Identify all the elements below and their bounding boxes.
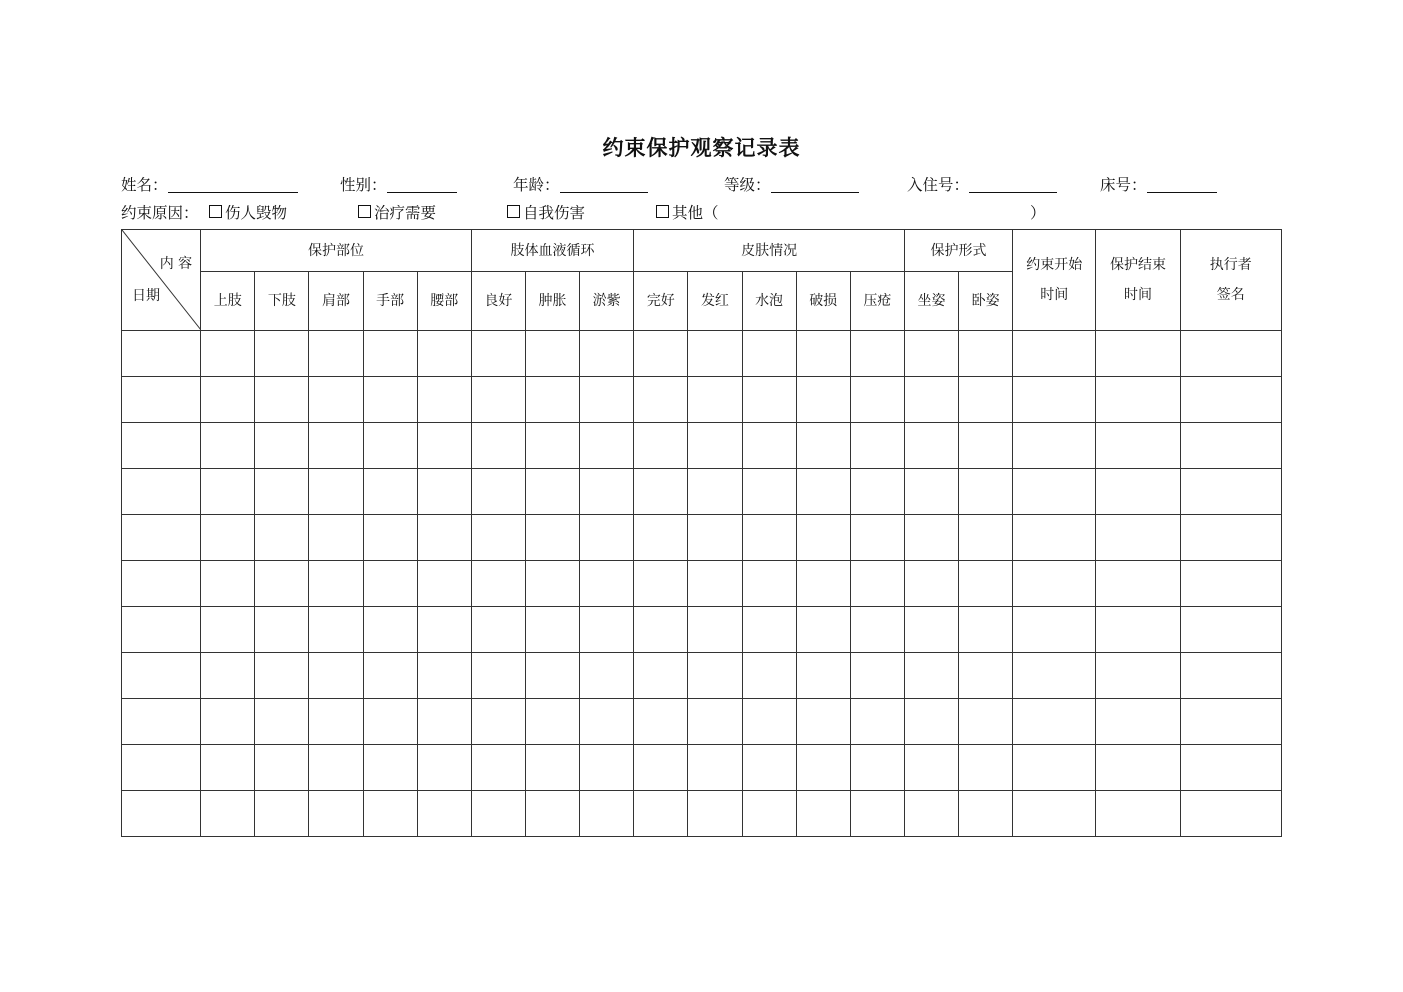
table-cell[interactable] [525, 607, 579, 653]
table-cell[interactable] [471, 699, 525, 745]
table-cell[interactable] [1013, 745, 1096, 791]
table-cell[interactable] [417, 469, 471, 515]
table-cell[interactable] [122, 699, 201, 745]
table-cell[interactable] [580, 515, 634, 561]
table-cell[interactable] [201, 515, 255, 561]
table-cell[interactable] [363, 515, 417, 561]
table-cell[interactable] [255, 791, 309, 837]
table-cell[interactable] [525, 377, 579, 423]
table-cell[interactable] [634, 423, 688, 469]
subheader-cell: 卧姿 [959, 272, 1013, 331]
table-cell[interactable] [1013, 377, 1096, 423]
age-field [513, 173, 648, 195]
table-cell[interactable] [255, 653, 309, 699]
table-cell[interactable] [471, 377, 525, 423]
table-cell[interactable] [580, 699, 634, 745]
level-label: 等级： [724, 176, 771, 194]
table-cell[interactable] [688, 607, 742, 653]
name-input-line[interactable] [168, 175, 298, 193]
admission-field [907, 173, 1057, 195]
table-cell[interactable] [1096, 607, 1180, 653]
table-cell[interactable] [525, 791, 579, 837]
table-cell[interactable] [201, 699, 255, 745]
table-cell[interactable] [1096, 699, 1180, 745]
table-cell[interactable] [850, 653, 904, 699]
table-cell[interactable] [742, 331, 796, 377]
table-cell[interactable] [796, 515, 850, 561]
table-cell[interactable] [363, 653, 417, 699]
table-cell[interactable] [471, 469, 525, 515]
table-cell[interactable] [417, 561, 471, 607]
table-cell[interactable] [959, 607, 1013, 653]
table-cell[interactable] [796, 469, 850, 515]
table-row [122, 515, 1282, 561]
subheader-cell: 淤紫 [580, 272, 634, 331]
table-cell[interactable] [363, 469, 417, 515]
table-cell[interactable] [1096, 331, 1180, 377]
table-cell[interactable] [959, 653, 1013, 699]
table-cell[interactable] [201, 791, 255, 837]
table-cell[interactable] [688, 699, 742, 745]
table-cell[interactable] [796, 653, 850, 699]
table-cell[interactable] [850, 745, 904, 791]
table-cell[interactable] [1013, 653, 1096, 699]
table-cell[interactable] [688, 653, 742, 699]
table-cell[interactable] [122, 745, 201, 791]
table-cell[interactable] [525, 515, 579, 561]
table-cell[interactable] [634, 699, 688, 745]
subheader-cell: 坐姿 [904, 272, 958, 331]
table-cell[interactable] [525, 699, 579, 745]
table-cell[interactable] [255, 331, 309, 377]
table-cell[interactable] [904, 423, 958, 469]
table-cell[interactable] [1013, 699, 1096, 745]
table-cell[interactable] [688, 561, 742, 607]
subheader-cell: 破损 [796, 272, 850, 331]
table-cell[interactable] [796, 791, 850, 837]
subheader-cell: 手部 [363, 272, 417, 331]
gender-input-line[interactable] [387, 175, 457, 193]
table-cell[interactable] [850, 423, 904, 469]
table-cell[interactable] [796, 607, 850, 653]
name-field [121, 173, 298, 195]
group-header-form: 保护形式 [904, 230, 1012, 272]
table-cell[interactable] [122, 515, 201, 561]
table-cell[interactable] [201, 469, 255, 515]
subheader-cell: 腰部 [417, 272, 471, 331]
table-cell[interactable] [1180, 791, 1281, 837]
table-row [122, 377, 1282, 423]
table-cell[interactable] [1013, 469, 1096, 515]
reason-option-harm-others[interactable]: 伤人毁物 [209, 201, 287, 223]
table-cell[interactable] [688, 469, 742, 515]
header-start-time: 约束开始 时间 [1013, 230, 1096, 331]
table-cell[interactable] [580, 423, 634, 469]
table-cell[interactable] [122, 561, 201, 607]
header-executor-signature: 执行者 签名 [1180, 230, 1281, 331]
bed-field [1100, 173, 1217, 195]
table-cell[interactable] [742, 745, 796, 791]
table-cell[interactable] [796, 699, 850, 745]
age-input-line[interactable] [560, 175, 648, 193]
gender-field [340, 173, 457, 195]
table-cell[interactable] [580, 607, 634, 653]
table-cell[interactable] [1013, 791, 1096, 837]
table-cell[interactable] [634, 607, 688, 653]
subheader-cell: 肩部 [309, 272, 363, 331]
table-cell[interactable] [959, 745, 1013, 791]
group-header-body-part: 保护部位 [201, 230, 472, 272]
table-cell[interactable] [255, 423, 309, 469]
table-cell[interactable] [309, 745, 363, 791]
table-cell[interactable] [525, 469, 579, 515]
table-cell[interactable] [742, 791, 796, 837]
table-cell[interactable] [122, 653, 201, 699]
checkbox-icon[interactable] [507, 205, 520, 218]
table-cell[interactable] [1180, 745, 1281, 791]
table-cell[interactable] [904, 331, 958, 377]
subheader-cell: 上肢 [201, 272, 255, 331]
table-row [122, 791, 1282, 837]
table-cell[interactable] [471, 653, 525, 699]
table-cell[interactable] [742, 515, 796, 561]
table-row [122, 653, 1282, 699]
table-cell[interactable] [309, 699, 363, 745]
table-cell[interactable] [580, 469, 634, 515]
table-cell[interactable] [471, 331, 525, 377]
table-cell[interactable] [1180, 515, 1281, 561]
table-cell[interactable] [1180, 607, 1281, 653]
table-cell[interactable] [1013, 607, 1096, 653]
table-cell[interactable] [122, 791, 201, 837]
table-cell[interactable] [201, 561, 255, 607]
table-cell[interactable] [255, 515, 309, 561]
table-cell[interactable] [634, 469, 688, 515]
corner-header-cell [122, 230, 201, 331]
table-cell[interactable] [201, 607, 255, 653]
table-cell[interactable] [1013, 561, 1096, 607]
table-cell[interactable] [850, 561, 904, 607]
table-cell[interactable] [959, 561, 1013, 607]
table-cell[interactable] [959, 331, 1013, 377]
table-cell[interactable] [255, 561, 309, 607]
table-row [122, 423, 1282, 469]
corner-date-label: 日期 [132, 288, 160, 304]
patient-info-row [121, 173, 1281, 197]
level-input-line[interactable] [771, 175, 859, 193]
table-cell[interactable] [417, 791, 471, 837]
page-title: 约束保护观察记录表 [602, 136, 801, 160]
table-cell[interactable] [634, 791, 688, 837]
table-cell[interactable] [904, 377, 958, 423]
table-cell[interactable] [122, 331, 201, 377]
table-cell[interactable] [1096, 469, 1180, 515]
table-cell[interactable] [634, 377, 688, 423]
table-cell[interactable] [580, 331, 634, 377]
table-cell[interactable] [959, 423, 1013, 469]
table-cell[interactable] [255, 699, 309, 745]
table-cell[interactable] [959, 377, 1013, 423]
table-cell[interactable] [904, 561, 958, 607]
table-row [122, 331, 1282, 377]
table-cell[interactable] [742, 423, 796, 469]
table-cell[interactable] [525, 653, 579, 699]
table-cell[interactable] [417, 331, 471, 377]
table-cell[interactable] [634, 653, 688, 699]
table-cell[interactable] [1096, 791, 1180, 837]
table-cell[interactable] [1013, 423, 1096, 469]
table-cell[interactable] [850, 699, 904, 745]
table-cell[interactable] [309, 791, 363, 837]
table-cell[interactable] [1013, 331, 1096, 377]
table-cell[interactable] [525, 423, 579, 469]
table-cell[interactable] [742, 699, 796, 745]
table-cell[interactable] [417, 377, 471, 423]
subheader-cell: 良好 [471, 272, 525, 331]
table-cell[interactable] [309, 561, 363, 607]
table-cell[interactable] [1180, 699, 1281, 745]
table-cell[interactable] [688, 423, 742, 469]
table-cell[interactable] [1096, 745, 1180, 791]
table-cell[interactable] [850, 377, 904, 423]
table-cell[interactable] [1096, 377, 1180, 423]
table-cell[interactable] [742, 607, 796, 653]
table-cell[interactable] [309, 515, 363, 561]
table-cell[interactable] [796, 561, 850, 607]
table-cell[interactable] [634, 745, 688, 791]
table-cell[interactable] [688, 515, 742, 561]
table-cell[interactable] [959, 469, 1013, 515]
table-cell[interactable] [363, 561, 417, 607]
table-cell[interactable] [201, 377, 255, 423]
table-row [122, 561, 1282, 607]
diagonal-line-icon [122, 230, 201, 330]
table-cell[interactable] [580, 791, 634, 837]
table-cell[interactable] [904, 515, 958, 561]
table-cell[interactable] [580, 561, 634, 607]
subheader-cell: 完好 [634, 272, 688, 331]
table-cell[interactable] [309, 653, 363, 699]
table-cell[interactable] [122, 423, 201, 469]
table-cell[interactable] [417, 653, 471, 699]
group-header-circulation: 肢体血液循环 [471, 230, 633, 272]
table-cell[interactable] [363, 423, 417, 469]
table-cell[interactable] [796, 377, 850, 423]
restraint-reason-row [121, 201, 1281, 225]
observation-table [121, 229, 1282, 837]
table-cell[interactable] [796, 423, 850, 469]
table-cell[interactable] [471, 515, 525, 561]
reason-option-self-harm[interactable]: 自我伤害 [507, 201, 585, 223]
table-cell[interactable] [850, 791, 904, 837]
table-cell[interactable] [122, 377, 201, 423]
table-cell[interactable] [1096, 653, 1180, 699]
table-cell[interactable] [363, 377, 417, 423]
table-cell[interactable] [634, 331, 688, 377]
table-cell[interactable] [742, 377, 796, 423]
table-cell[interactable] [904, 653, 958, 699]
table-cell[interactable] [742, 561, 796, 607]
age-label: 年龄： [513, 176, 560, 194]
admission-input-line[interactable] [969, 175, 1057, 193]
checkbox-icon[interactable] [209, 205, 222, 218]
table-cell[interactable] [688, 331, 742, 377]
table-row [122, 699, 1282, 745]
table-cell[interactable] [471, 607, 525, 653]
table-cell[interactable] [959, 699, 1013, 745]
table-cell[interactable] [471, 791, 525, 837]
subheader-cell: 肿胀 [525, 272, 579, 331]
table-cell[interactable] [471, 423, 525, 469]
table-cell[interactable] [363, 607, 417, 653]
table-cell[interactable] [255, 469, 309, 515]
group-header-skin: 皮肤情况 [634, 230, 905, 272]
table-cell[interactable] [525, 331, 579, 377]
checkbox-icon[interactable] [358, 205, 371, 218]
subheader-cell: 发红 [688, 272, 742, 331]
table-cell[interactable] [1180, 653, 1281, 699]
corner-content-label: 内 容 [159, 256, 193, 272]
table-cell[interactable] [1013, 515, 1096, 561]
table-cell[interactable] [417, 515, 471, 561]
subheader-cell: 压疮 [850, 272, 904, 331]
table-row [122, 607, 1282, 653]
table-cell[interactable] [309, 377, 363, 423]
table-cell[interactable] [417, 699, 471, 745]
table-cell[interactable] [201, 653, 255, 699]
table-cell[interactable] [201, 331, 255, 377]
table-cell[interactable] [363, 331, 417, 377]
table-cell[interactable] [959, 791, 1013, 837]
name-label: 姓名： [121, 176, 168, 194]
table-cell[interactable] [634, 515, 688, 561]
table-cell[interactable] [959, 515, 1013, 561]
table-cell[interactable] [688, 745, 742, 791]
table-cell[interactable] [255, 377, 309, 423]
table-cell[interactable] [850, 331, 904, 377]
table-cell[interactable] [850, 469, 904, 515]
table-cell[interactable] [1180, 377, 1281, 423]
checkbox-icon[interactable] [656, 205, 669, 218]
table-cell[interactable] [1096, 515, 1180, 561]
table-cell[interactable] [363, 699, 417, 745]
table-cell[interactable] [471, 745, 525, 791]
table-cell[interactable] [417, 423, 471, 469]
table-cell[interactable] [742, 653, 796, 699]
table-cell[interactable] [471, 561, 525, 607]
table-cell[interactable] [1180, 561, 1281, 607]
table-cell[interactable] [796, 331, 850, 377]
table-row [122, 469, 1282, 515]
table-cell[interactable] [122, 607, 201, 653]
table-cell[interactable] [1096, 561, 1180, 607]
table-cell[interactable] [688, 377, 742, 423]
table-cell[interactable] [201, 423, 255, 469]
table-cell[interactable] [417, 745, 471, 791]
reason-label: 约束原因： [121, 204, 199, 222]
table-cell[interactable] [904, 699, 958, 745]
table-cell[interactable] [309, 331, 363, 377]
table-cell[interactable] [580, 653, 634, 699]
table-cell[interactable] [363, 791, 417, 837]
table-cell[interactable] [688, 791, 742, 837]
table-cell[interactable] [363, 745, 417, 791]
subheader-cell: 水泡 [742, 272, 796, 331]
reason-option-other[interactable]: 其他（ [656, 201, 719, 223]
table-cell[interactable] [201, 745, 255, 791]
table-cell[interactable] [904, 745, 958, 791]
table-cell[interactable] [1180, 331, 1281, 377]
reason-option-treatment[interactable]: 治疗需要 [358, 201, 436, 223]
table-cell[interactable] [580, 377, 634, 423]
table-cell[interactable] [255, 607, 309, 653]
table-cell[interactable] [1096, 423, 1180, 469]
table-cell[interactable] [525, 745, 579, 791]
table-cell[interactable] [580, 745, 634, 791]
table-cell[interactable] [309, 423, 363, 469]
table-cell[interactable] [1180, 423, 1281, 469]
table-cell[interactable] [850, 607, 904, 653]
table-cell[interactable] [742, 469, 796, 515]
table-cell[interactable] [309, 607, 363, 653]
table-cell[interactable] [796, 745, 850, 791]
bed-input-line[interactable] [1147, 175, 1217, 193]
header-end-time: 保护结束 时间 [1096, 230, 1180, 331]
table-cell[interactable] [255, 745, 309, 791]
table-cell[interactable] [634, 561, 688, 607]
bed-label: 床号： [1100, 176, 1147, 194]
table-cell[interactable] [904, 469, 958, 515]
gender-label: 性别： [340, 176, 387, 194]
table-cell[interactable] [122, 469, 201, 515]
subheader-cell: 下肢 [255, 272, 309, 331]
table-cell[interactable] [850, 515, 904, 561]
table-cell[interactable] [1180, 469, 1281, 515]
level-field [724, 173, 859, 195]
reason-other-close: ） [1030, 204, 1046, 222]
table-cell[interactable] [309, 469, 363, 515]
table-cell[interactable] [525, 561, 579, 607]
table-cell[interactable] [904, 607, 958, 653]
table-cell[interactable] [417, 607, 471, 653]
table-cell[interactable] [904, 791, 958, 837]
table-row [122, 745, 1282, 791]
admission-label: 入住号： [907, 176, 970, 194]
